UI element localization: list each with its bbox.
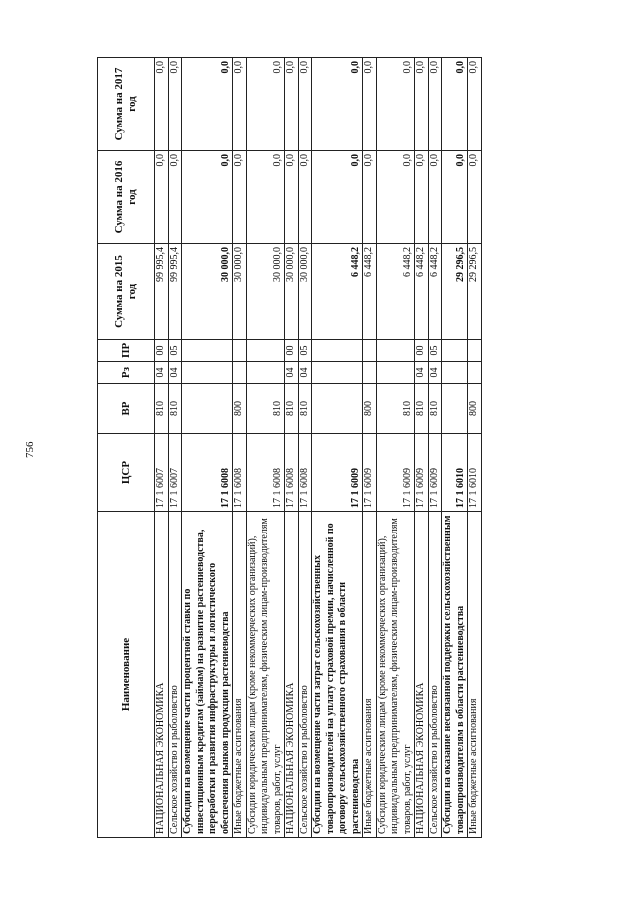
cell-csr: 17 1 6009 bbox=[376, 434, 415, 512]
cell-name: Иные бюджетные ассигнования bbox=[468, 512, 482, 838]
table-row bbox=[312, 58, 363, 838]
cell-sum-2017: 0,0 bbox=[285, 58, 299, 151]
cell-rz: 04 bbox=[168, 362, 182, 384]
cell-sum-2017: 0,0 bbox=[468, 58, 482, 151]
cell-sum-2017: 0,0 bbox=[415, 58, 429, 151]
cell-sum-2017: 0,0 bbox=[233, 58, 247, 151]
cell-sum-2015: 6 448,2 bbox=[415, 244, 429, 340]
header-rz: Рз bbox=[98, 362, 155, 384]
cell-sum-2015: 6 448,2 bbox=[376, 244, 415, 340]
cell-sum-2016: 0,0 bbox=[428, 151, 442, 244]
cell-csr: 17 1 6007 bbox=[155, 434, 169, 512]
cell-pr bbox=[363, 340, 377, 362]
cell-rz bbox=[468, 362, 482, 384]
cell-csr: 17 1 6009 bbox=[312, 434, 363, 512]
cell-pr bbox=[312, 340, 363, 362]
cell-vr: 800 bbox=[468, 384, 482, 434]
cell-sum-2017: 0,0 bbox=[246, 58, 285, 151]
cell-rz bbox=[442, 362, 468, 384]
cell-name: Сельское хозяйство и рыболовство bbox=[168, 512, 182, 838]
table-row bbox=[285, 58, 299, 838]
cell-csr: 17 1 6010 bbox=[468, 434, 482, 512]
cell-vr: 810 bbox=[298, 384, 312, 434]
cell-sum-2017: 0,0 bbox=[442, 58, 468, 151]
cell-sum-2015: 99 995,4 bbox=[155, 244, 169, 340]
cell-vr bbox=[312, 384, 363, 434]
table-row bbox=[298, 58, 312, 838]
cell-vr: 810 bbox=[376, 384, 415, 434]
cell-rz: 04 bbox=[298, 362, 312, 384]
table-row bbox=[415, 58, 429, 838]
cell-sum-2017: 0,0 bbox=[376, 58, 415, 151]
cell-pr bbox=[442, 340, 468, 362]
cell-sum-2015: 29 296,5 bbox=[468, 244, 482, 340]
cell-sum-2016: 0,0 bbox=[442, 151, 468, 244]
cell-rz bbox=[182, 362, 233, 384]
table-row bbox=[246, 58, 285, 838]
cell-sum-2015: 30 000,0 bbox=[298, 244, 312, 340]
cell-sum-2017: 0,0 bbox=[312, 58, 363, 151]
cell-sum-2016: 0,0 bbox=[298, 151, 312, 244]
cell-sum-2017: 0,0 bbox=[155, 58, 169, 151]
cell-sum-2015: 29 296,5 bbox=[442, 244, 468, 340]
cell-csr: 17 1 6009 bbox=[428, 434, 442, 512]
cell-vr: 810 bbox=[155, 384, 169, 434]
cell-rz bbox=[363, 362, 377, 384]
table-row bbox=[182, 58, 233, 838]
cell-sum-2016: 0,0 bbox=[233, 151, 247, 244]
cell-sum-2016: 0,0 bbox=[246, 151, 285, 244]
cell-sum-2016: 0,0 bbox=[376, 151, 415, 244]
table-row bbox=[442, 58, 468, 838]
header-sum-2017: Сумма на 2017 год bbox=[98, 58, 155, 151]
cell-vr bbox=[442, 384, 468, 434]
cell-sum-2017: 0,0 bbox=[168, 58, 182, 151]
cell-sum-2016: 0,0 bbox=[363, 151, 377, 244]
cell-pr bbox=[246, 340, 285, 362]
cell-pr: 00 bbox=[155, 340, 169, 362]
cell-name: Иные бюджетные ассигнования bbox=[363, 512, 377, 838]
cell-rz: 04 bbox=[155, 362, 169, 384]
cell-sum-2017: 0,0 bbox=[363, 58, 377, 151]
cell-pr: 05 bbox=[298, 340, 312, 362]
table-row bbox=[168, 58, 182, 838]
cell-sum-2016: 0,0 bbox=[285, 151, 299, 244]
cell-csr: 17 1 6008 bbox=[182, 434, 233, 512]
cell-sum-2016: 0,0 bbox=[168, 151, 182, 244]
cell-sum-2015: 30 000,0 bbox=[246, 244, 285, 340]
cell-csr: 17 1 6008 bbox=[285, 434, 299, 512]
cell-csr: 17 1 6008 bbox=[233, 434, 247, 512]
cell-sum-2016: 0,0 bbox=[312, 151, 363, 244]
rotated-page-content bbox=[97, 58, 632, 838]
header-pr: ПР bbox=[98, 340, 155, 362]
cell-csr: 17 1 6009 bbox=[363, 434, 377, 512]
cell-rz bbox=[233, 362, 247, 384]
cell-sum-2015: 6 448,2 bbox=[428, 244, 442, 340]
cell-pr bbox=[233, 340, 247, 362]
cell-sum-2017: 0,0 bbox=[298, 58, 312, 151]
cell-csr: 17 1 6008 bbox=[246, 434, 285, 512]
cell-vr: 810 bbox=[415, 384, 429, 434]
cell-sum-2016: 0,0 bbox=[155, 151, 169, 244]
table-row bbox=[155, 58, 169, 838]
cell-name: НАЦИОНАЛЬНАЯ ЭКОНОМИКА bbox=[415, 512, 429, 838]
cell-name: НАЦИОНАЛЬНАЯ ЭКОНОМИКА bbox=[285, 512, 299, 838]
cell-name: Субсидии на оказание несвязанной поддержки сельскохозяйственным товаропроизводителям в области растениеводства bbox=[442, 512, 468, 838]
cell-name: Сельское хозяйство и рыболовство bbox=[298, 512, 312, 838]
cell-rz: 04 bbox=[428, 362, 442, 384]
cell-name: НАЦИОНАЛЬНАЯ ЭКОНОМИКА bbox=[155, 512, 169, 838]
cell-vr: 810 bbox=[285, 384, 299, 434]
cell-sum-2015: 30 000,0 bbox=[233, 244, 247, 340]
cell-sum-2015: 30 000,0 bbox=[182, 244, 233, 340]
cell-sum-2017: 0,0 bbox=[428, 58, 442, 151]
cell-rz bbox=[376, 362, 415, 384]
cell-rz: 04 bbox=[285, 362, 299, 384]
table-header-row bbox=[98, 58, 155, 838]
cell-name: Субсидии юридическим лицам (кроме некоммерческих организаций), индивидуальным предпринимателям, физическим лицам-производителям товаров, работ, услуг bbox=[376, 512, 415, 838]
cell-vr: 800 bbox=[233, 384, 247, 434]
cell-sum-2015: 6 448,2 bbox=[363, 244, 377, 340]
cell-sum-2016: 0,0 bbox=[468, 151, 482, 244]
cell-csr: 17 1 6008 bbox=[298, 434, 312, 512]
cell-pr: 05 bbox=[168, 340, 182, 362]
cell-pr bbox=[376, 340, 415, 362]
cell-name: Иные бюджетные ассигнования bbox=[233, 512, 247, 838]
table-row bbox=[363, 58, 377, 838]
page-number: 756 bbox=[24, 441, 36, 458]
cell-name: Субсидии юридическим лицам (кроме некоммерческих организаций), индивидуальным предпринимателям, физическим лицам-производителям товаров, работ, услуг bbox=[246, 512, 285, 838]
cell-pr: 00 bbox=[285, 340, 299, 362]
cell-pr bbox=[468, 340, 482, 362]
cell-vr: 800 bbox=[363, 384, 377, 434]
cell-rz: 04 bbox=[415, 362, 429, 384]
cell-csr: 17 1 6009 bbox=[415, 434, 429, 512]
cell-sum-2017: 0,0 bbox=[182, 58, 233, 151]
table-row bbox=[376, 58, 415, 838]
header-sum-2015: Сумма на 2015 год bbox=[98, 244, 155, 340]
cell-sum-2015: 30 000,0 bbox=[285, 244, 299, 340]
cell-sum-2015: 99 995,4 bbox=[168, 244, 182, 340]
header-csr: ЦСР bbox=[98, 434, 155, 512]
cell-sum-2016: 0,0 bbox=[182, 151, 233, 244]
cell-csr: 17 1 6010 bbox=[442, 434, 468, 512]
header-sum-2016: Сумма на 2016 год bbox=[98, 151, 155, 244]
cell-vr bbox=[182, 384, 233, 434]
cell-sum-2015: 6 448,2 bbox=[312, 244, 363, 340]
cell-vr: 810 bbox=[168, 384, 182, 434]
header-vr: ВР bbox=[98, 384, 155, 434]
cell-pr: 05 bbox=[428, 340, 442, 362]
header-name: Наименование bbox=[98, 512, 155, 838]
cell-csr: 17 1 6007 bbox=[168, 434, 182, 512]
cell-name: Субсидии на возмещение части затрат сельскохозяйственных товаропроизводителей на уплату страховой премии, начисленной по договору сельскохозяйственного страхования в области растениеводства bbox=[312, 512, 363, 838]
table-row bbox=[233, 58, 247, 838]
table-row bbox=[428, 58, 442, 838]
cell-rz bbox=[312, 362, 363, 384]
cell-sum-2016: 0,0 bbox=[415, 151, 429, 244]
table-row bbox=[468, 58, 482, 838]
cell-pr bbox=[182, 340, 233, 362]
cell-name: Сельское хозяйство и рыболовство bbox=[428, 512, 442, 838]
budget-table bbox=[97, 57, 482, 838]
cell-vr: 810 bbox=[428, 384, 442, 434]
cell-vr: 810 bbox=[246, 384, 285, 434]
cell-name: Субсидии на возмещение части процентной ставки по инвестиционным кредитам (займам) на развитие растениеводства, переработки и развития инфраструктуры и логистического обеспечения рынков продукции растениеводства bbox=[182, 512, 233, 838]
cell-pr: 00 bbox=[415, 340, 429, 362]
cell-rz bbox=[246, 362, 285, 384]
